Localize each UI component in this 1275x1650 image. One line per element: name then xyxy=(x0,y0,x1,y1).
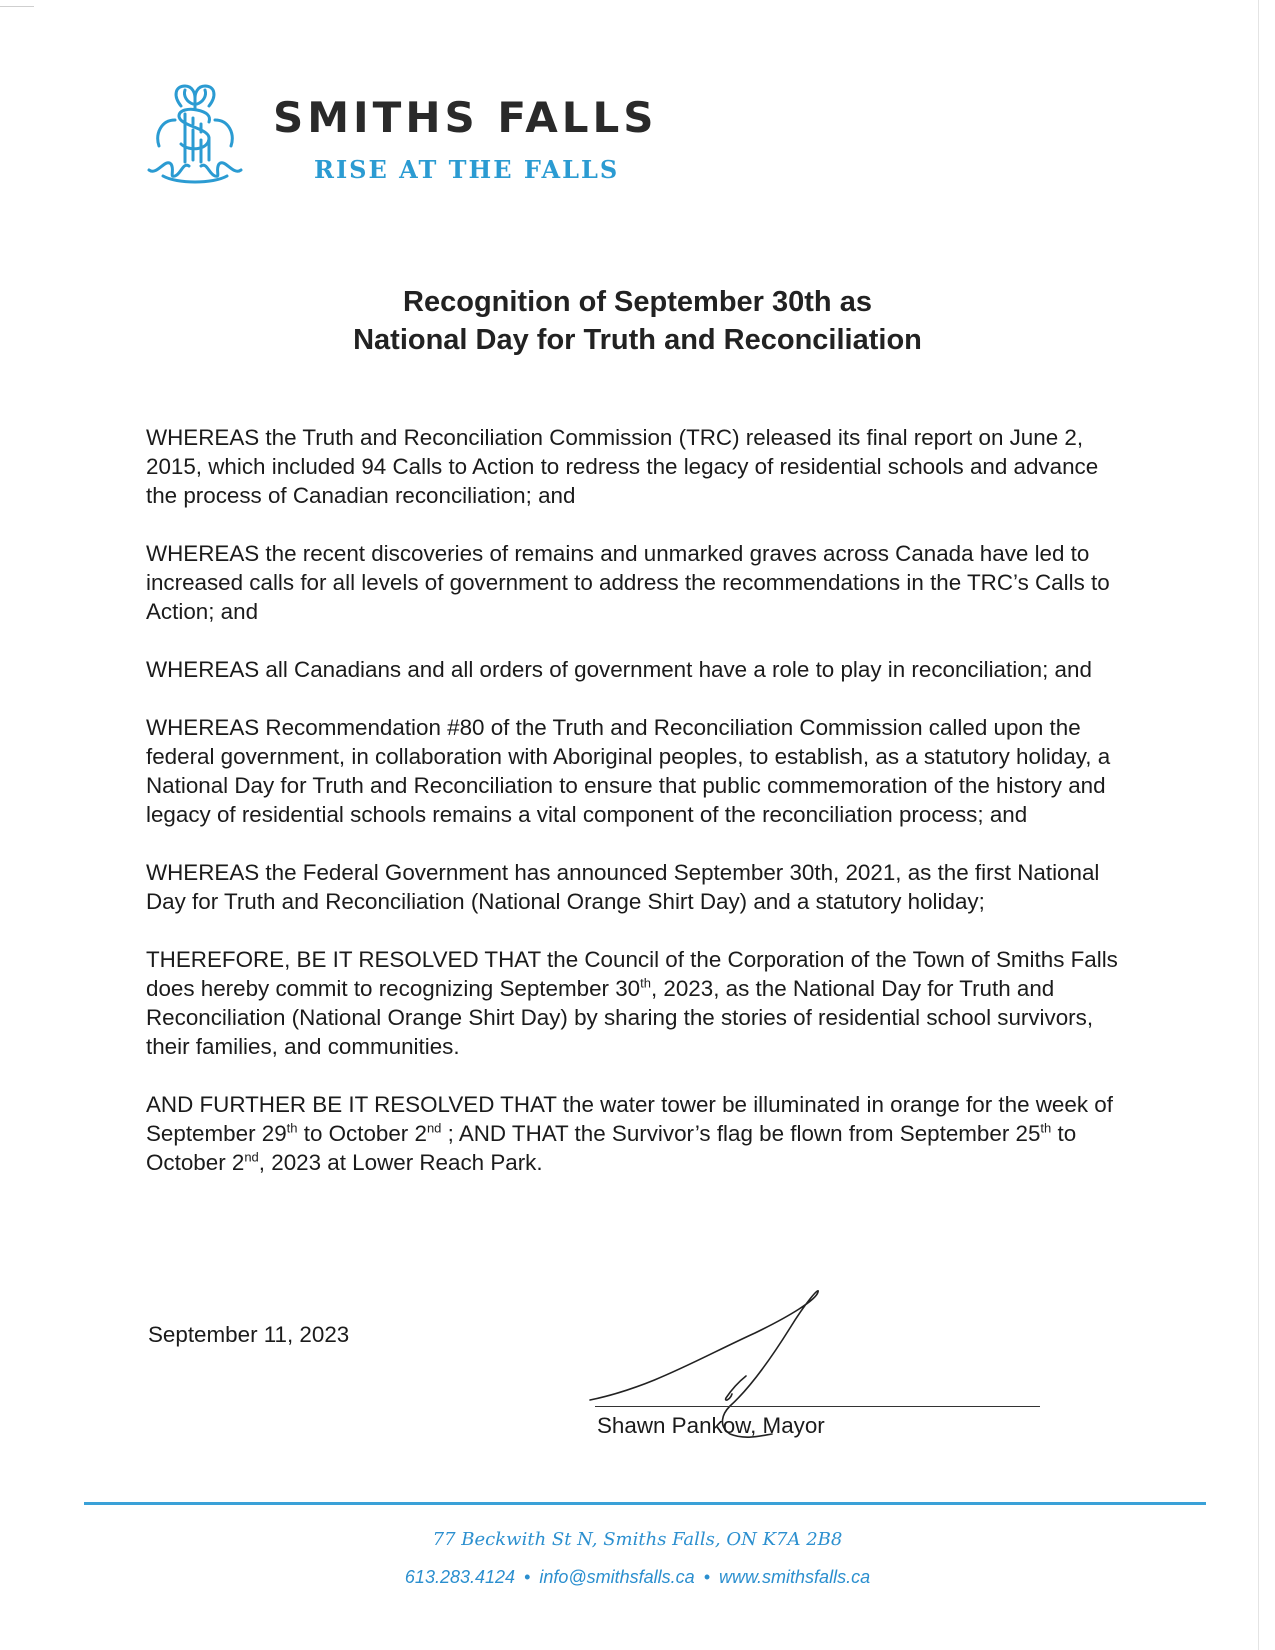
smiths-falls-logo-icon xyxy=(145,80,245,190)
further-text-b: to October 2 xyxy=(297,1121,427,1146)
footer-website-link[interactable]: www.smithsfalls.ca xyxy=(719,1567,871,1587)
further-text-d: to October 2 xyxy=(146,1121,1077,1175)
bullet-separator: • xyxy=(703,1567,711,1587)
footer-rule xyxy=(84,1502,1206,1505)
further-text-c: ; AND THAT the Survivor’s flag be flown from September 25 xyxy=(441,1121,1041,1146)
bullet-separator: • xyxy=(524,1567,531,1587)
brand-tagline: RISE AT THE FALLS xyxy=(314,155,620,184)
scan-edge-top xyxy=(0,6,34,7)
signer-name: Shawn Pankow, Mayor xyxy=(597,1413,825,1438)
further-resolved-paragraph xyxy=(146,1090,1131,1177)
title-line-2: National Day for Truth and Reconciliation xyxy=(353,324,922,356)
footer-email-link[interactable]: info@smithsfalls.ca xyxy=(539,1567,695,1587)
further-text-a: AND FURTHER BE IT RESOLVED THAT the water tower be illuminated in orange for the week of September 29 xyxy=(146,1092,1113,1146)
ordinal-suffix: th xyxy=(640,975,651,991)
brand-name: SMITHS FALLS xyxy=(273,93,658,142)
ordinal-suffix: th xyxy=(286,1120,298,1136)
signature-line xyxy=(595,1406,1040,1407)
resolved-text-a: THEREFORE, BE IT RESOLVED THAT the Council of the Corporation of the Town of Smiths Falls does hereby commit to recognizing September 30 xyxy=(146,947,1118,1001)
document-title xyxy=(150,283,1125,359)
resolved-paragraph xyxy=(146,945,1131,1061)
resolved-text-b: , 2023, as the National Day for Truth and Reconciliation (National Orange Shirt Day) by sharing the stories of residential school survivors, their families, and communities. xyxy=(146,976,1094,1059)
footer-phone: 613.283.4124 xyxy=(404,1567,516,1587)
whereas-paragraph-3: WHEREAS all Canadians and all orders of government have a role to play in reconciliation; and xyxy=(146,657,1092,682)
title-line-1: Recognition of September 30th as xyxy=(403,286,872,318)
footer-contact xyxy=(0,1567,1275,1588)
document-date: September 11, 2023 xyxy=(148,1322,350,1347)
ordinal-suffix: nd xyxy=(244,1149,259,1165)
ordinal-suffix: nd xyxy=(426,1120,442,1136)
whereas-paragraph-1: WHEREAS the Truth and Reconciliation Commission (TRC) released its final report on June 2, 2015, which included 94 Calls to Action to redress the legacy of residential schools and advance the process of Canadian reconciliation; and xyxy=(146,425,1099,508)
whereas-paragraph-4: WHEREAS Recommendation #80 of the Truth and Reconciliation Commission called upon the federal government, in collaboration with Aboriginal peoples, to establish, as a statutory holiday, a National Day for Truth and Reconciliation to ensure that public commemoration of the history and legacy of residential schools remains a vital component of the reconciliation process; and xyxy=(146,715,1111,827)
whereas-paragraph-2: WHEREAS the recent discoveries of remains and unmarked graves across Canada have led to increased calls for all levels of government to address the recommendations in the TRC’s Calls to Action; and xyxy=(146,541,1110,624)
resolution-body xyxy=(146,423,1131,1206)
scan-edge-right xyxy=(1258,0,1259,1650)
whereas-paragraph-5: WHEREAS the Federal Government has announced September 30th, 2021, as the first National Day for Truth and Reconciliation (National Orange Shirt Day) and a statutory holiday; xyxy=(146,860,1100,914)
further-text-e: , 2023 at Lower Reach Park. xyxy=(258,1150,543,1175)
ordinal-suffix: th xyxy=(1040,1120,1052,1136)
footer-address: 77 Beckwith St N, Smiths Falls, ON K7A 2B8 xyxy=(432,1529,843,1550)
